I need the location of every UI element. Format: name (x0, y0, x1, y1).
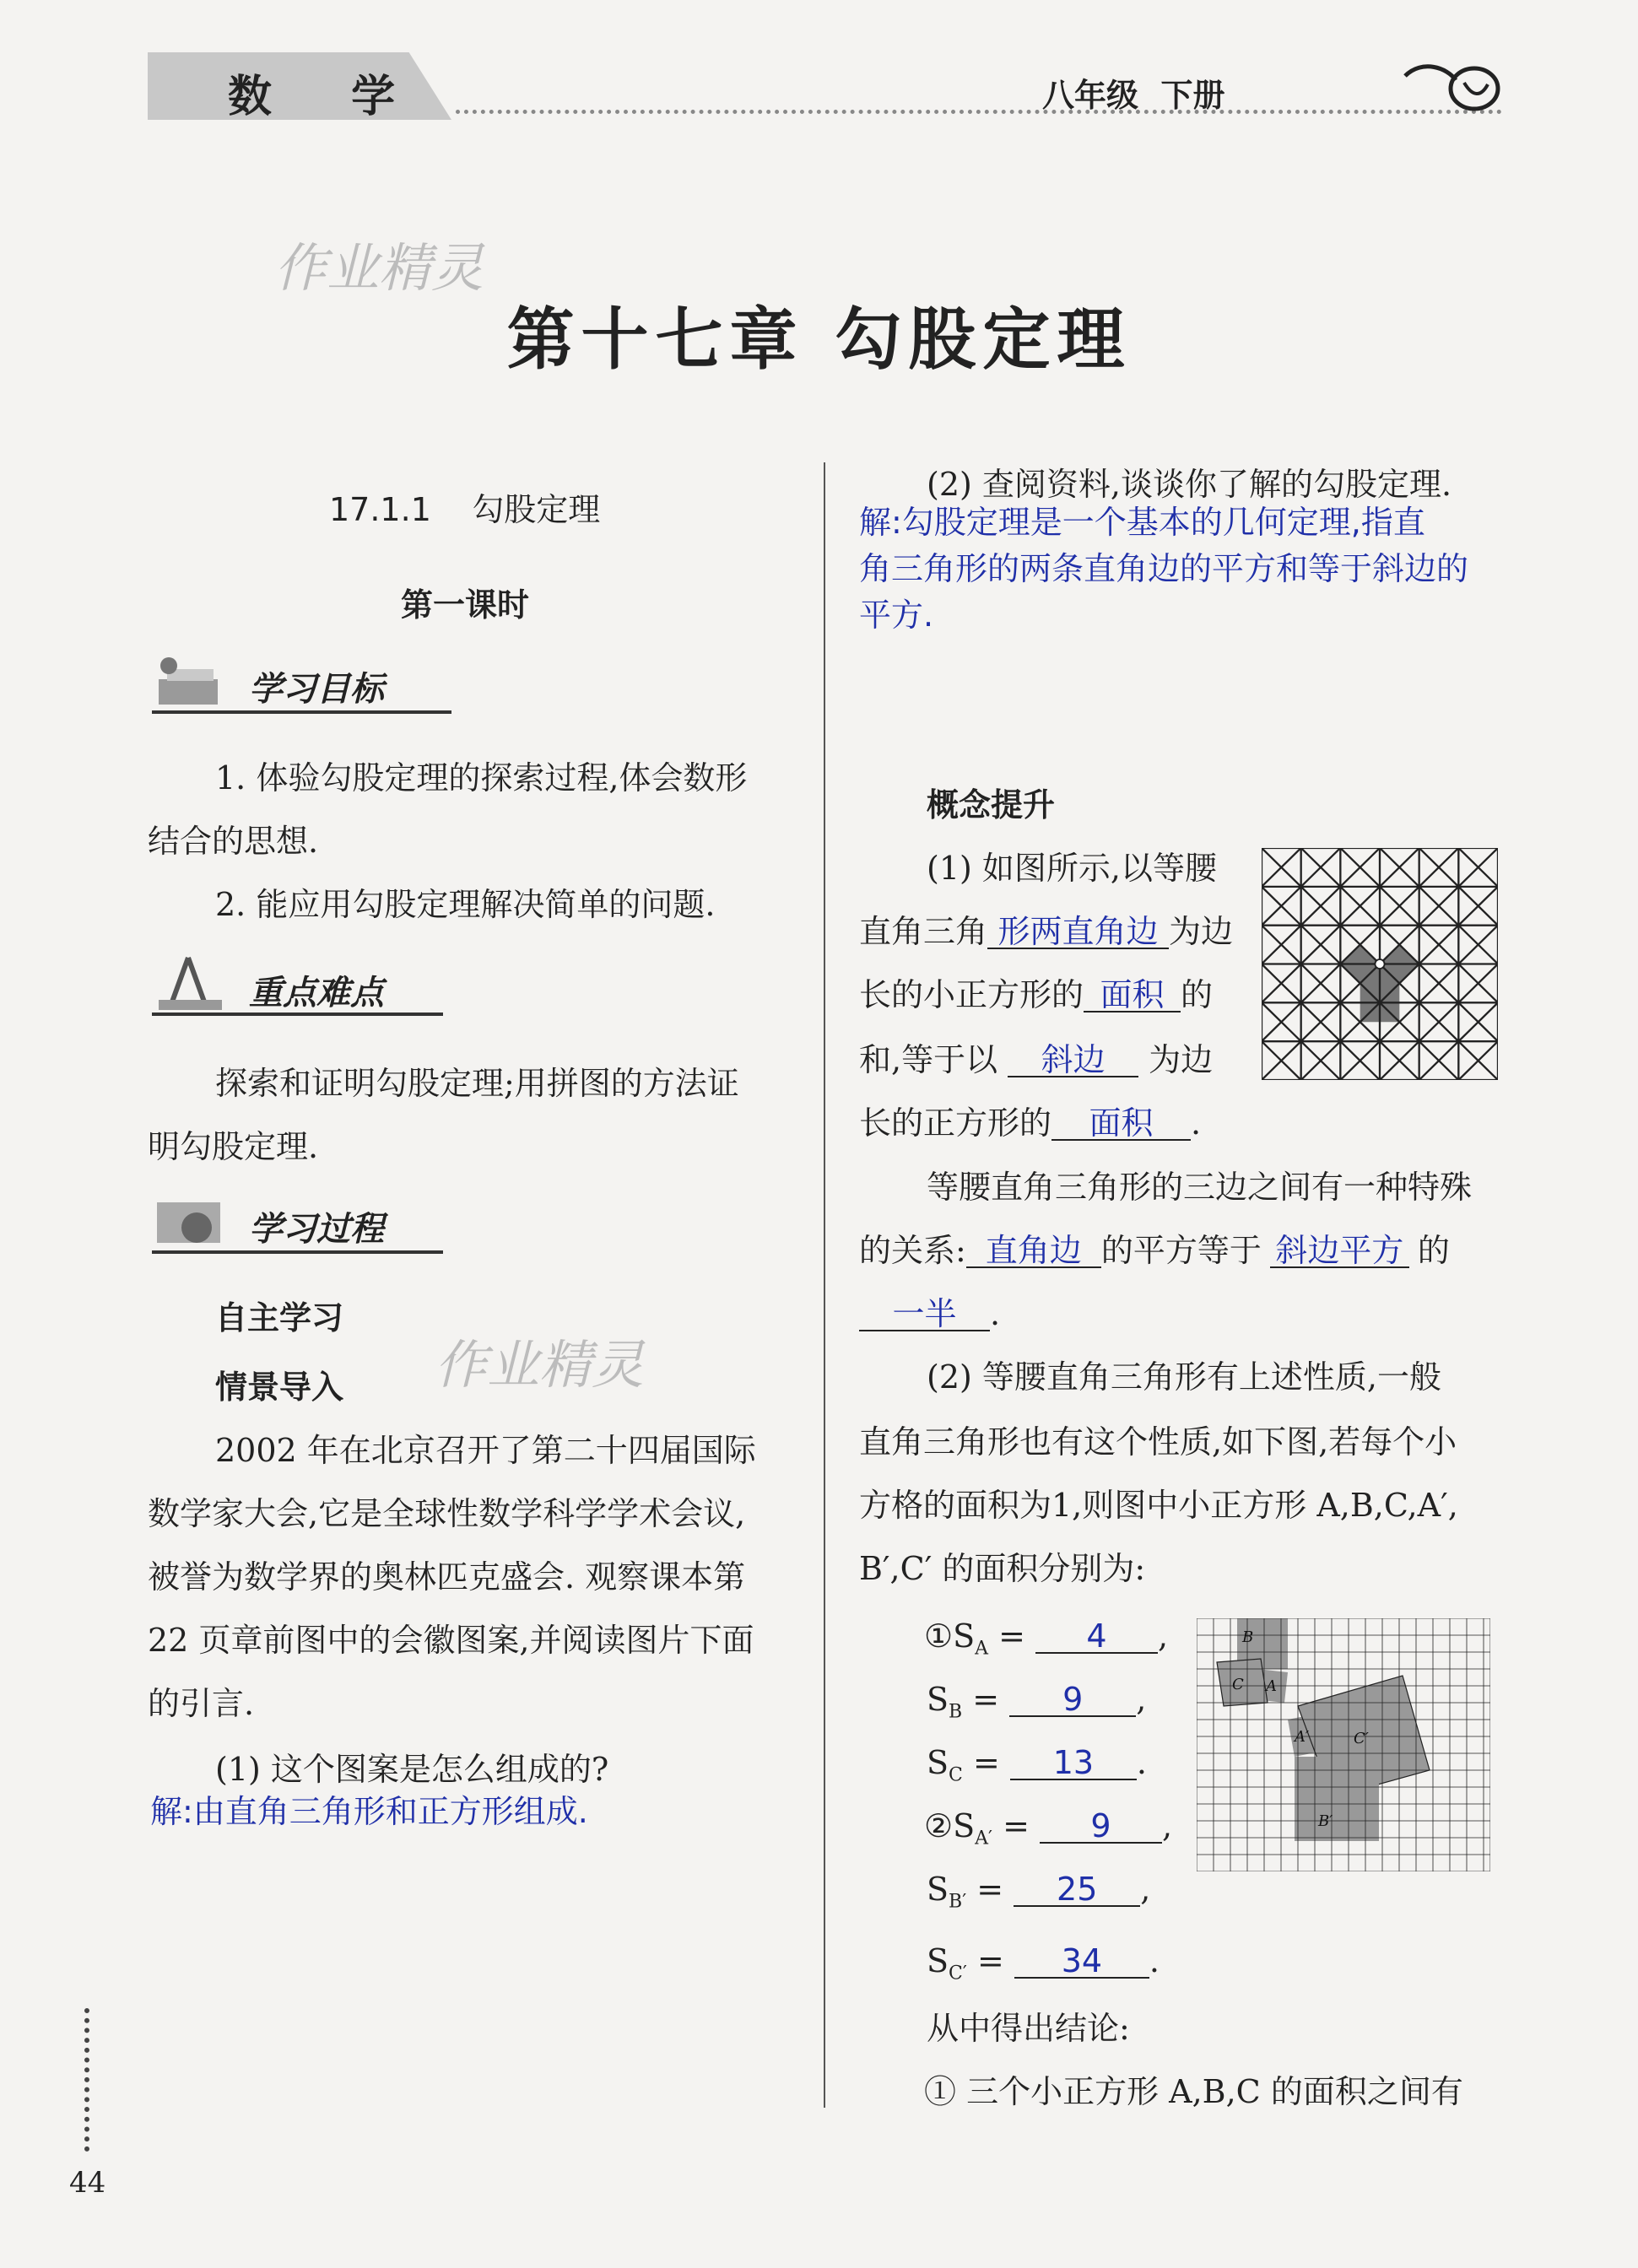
watermark-top: 作业精灵 (274, 237, 484, 299)
key-point-line: 探索和证明勾股定理;用拼图的方法证 (215, 1065, 739, 1102)
question-1: (1) 这个图案是怎么组成的? (215, 1751, 609, 1788)
intro-title: 情景导入 (215, 1369, 344, 1406)
fill-blank: 面积 (1051, 1107, 1191, 1141)
fill-blank: 斜边 (1008, 1044, 1138, 1077)
answer-2-line: 角三角形的两条直角边的平方和等于斜边的 (859, 550, 1469, 587)
label-a (1264, 1677, 1277, 1695)
part1-line: 长的正方形的 面积 . (859, 1104, 1202, 1142)
fill-blank: 一半 (859, 1298, 990, 1331)
part1-line: 直角三角 形两直角边 为边 (859, 913, 1234, 950)
part2-line: 方格的面积为1,则图中小正方形 A,B,C,A′, (859, 1487, 1458, 1524)
question-2: (2) 查阅资料,谈谈你了解的勾股定理. (927, 466, 1452, 503)
answer-2-line: 解:勾股定理是一个基本的几何定理,指直 (859, 504, 1425, 541)
label-a-prime (1293, 1728, 1309, 1746)
isosceles-grid-figure (1262, 848, 1498, 1080)
header-subject: 数 学 (228, 72, 428, 122)
squares-grid-figure (1197, 1618, 1490, 1871)
part1-line: (1) 如图所示,以等腰 (927, 850, 1217, 887)
label-c-prime (1354, 1730, 1369, 1747)
section-heading: 17.1.1 勾股定理 (329, 491, 601, 528)
header-mouse-icon (1397, 51, 1506, 118)
key-points-underline (152, 1012, 443, 1016)
concept-title: 概念提升 (927, 786, 1056, 824)
clock-icon (150, 1194, 226, 1253)
page-number: 44 (69, 2166, 106, 2200)
intro-line: 2002 年在北京召开了第二十四届国际 (215, 1432, 756, 1469)
fill-blank: 形两直角边 (987, 915, 1169, 949)
page-margin-dots (84, 2008, 89, 2152)
goals-title: 学习目标 (249, 670, 384, 709)
process-title: 学习过程 (249, 1210, 384, 1249)
label-b-prime (1317, 1812, 1333, 1830)
watermark-middle: 作业精灵 (435, 1334, 645, 1396)
header-divider (456, 110, 1502, 114)
fill-blank: 直角边 (966, 1234, 1101, 1268)
column-divider (824, 462, 825, 2108)
answer-2-line: 平方. (859, 597, 934, 634)
fill-blank: 9 (1009, 1683, 1136, 1717)
part2-line: 直角三角形也有这个性质,如下图,若每个小 (859, 1423, 1457, 1461)
intro-line: 数学家大会,它是全球性数学科学学术会议, (148, 1495, 746, 1532)
part1-line: 和,等于以 斜边 为边 (859, 1041, 1214, 1078)
self-study-title: 自主学习 (215, 1299, 344, 1336)
part2-line: B′,C′ 的面积分别为: (859, 1550, 1146, 1587)
area-answer: $①S_A = 4$ , (924, 1617, 1169, 1660)
part1-relation: 一半 . (859, 1298, 1000, 1331)
label-b (1241, 1628, 1253, 1646)
intro-line: 22 页章前图中的会徽图案,并阅读图片下面 (148, 1622, 754, 1659)
intro-line: 的引言. (148, 1685, 255, 1722)
part2-line: (2) 等腰直角三角形有上述性质,一般 (927, 1358, 1441, 1396)
fill-blank: 25 (1014, 1873, 1140, 1907)
conclusion-line: ① 三个小正方形 A,B,C 的面积之间有 (924, 2073, 1463, 2110)
conclusion-title: 从中得出结论: (927, 2010, 1130, 2047)
process-underline (152, 1250, 443, 1254)
compass-icon (150, 953, 226, 1012)
area-answer: $S_B = 9$ , (927, 1681, 1147, 1723)
key-point-line: 明勾股定理. (148, 1128, 319, 1165)
header-grade: 八年级 下册 (1042, 77, 1225, 114)
fill-blank: 13 (1010, 1747, 1137, 1780)
lesson-title: 第一课时 (401, 586, 530, 624)
fill-blank: 面积 (1084, 979, 1181, 1012)
area-answer: $S_{B'} = 25$ , (927, 1871, 1151, 1913)
fill-blank: 9 (1040, 1810, 1162, 1844)
goal-line: 2. 能应用勾股定理解决简单的问题. (215, 886, 716, 923)
part1-relation: 的关系: 直角边 的平方等于 斜边平方 的 (859, 1232, 1450, 1269)
intro-line: 被誉为数学界的奥林匹克盛会. 观察课本第 (148, 1558, 746, 1596)
square-b-prime (1295, 1757, 1379, 1841)
goal-line: 1. 体验勾股定理的探索过程,体会数形 (215, 759, 748, 796)
books-icon (150, 654, 226, 713)
fill-blank: 34 (1014, 1945, 1149, 1979)
area-answer: $S_C = 13$ . (927, 1744, 1147, 1786)
key-points-title: 重点难点 (249, 974, 384, 1012)
area-answer: $S_{C'} = 34$ . (927, 1942, 1160, 1984)
fill-blank: 4 (1035, 1620, 1158, 1654)
chapter-title: 第十七章 勾股定理 (506, 300, 1132, 379)
goals-underline (152, 710, 451, 714)
fill-blank: 斜边平方 (1270, 1234, 1409, 1268)
area-answer: $②S_{A'} = 9$ , (924, 1807, 1173, 1850)
part1-relation: 等腰直角三角形的三边之间有一种特殊 (927, 1169, 1473, 1206)
label-c (1232, 1676, 1244, 1693)
answer-1: 解:由直角三角形和正方形组成. (150, 1793, 588, 1830)
part1-line: 长的小正方形的 面积 的 (859, 976, 1214, 1013)
goal-line: 结合的思想. (148, 823, 319, 860)
